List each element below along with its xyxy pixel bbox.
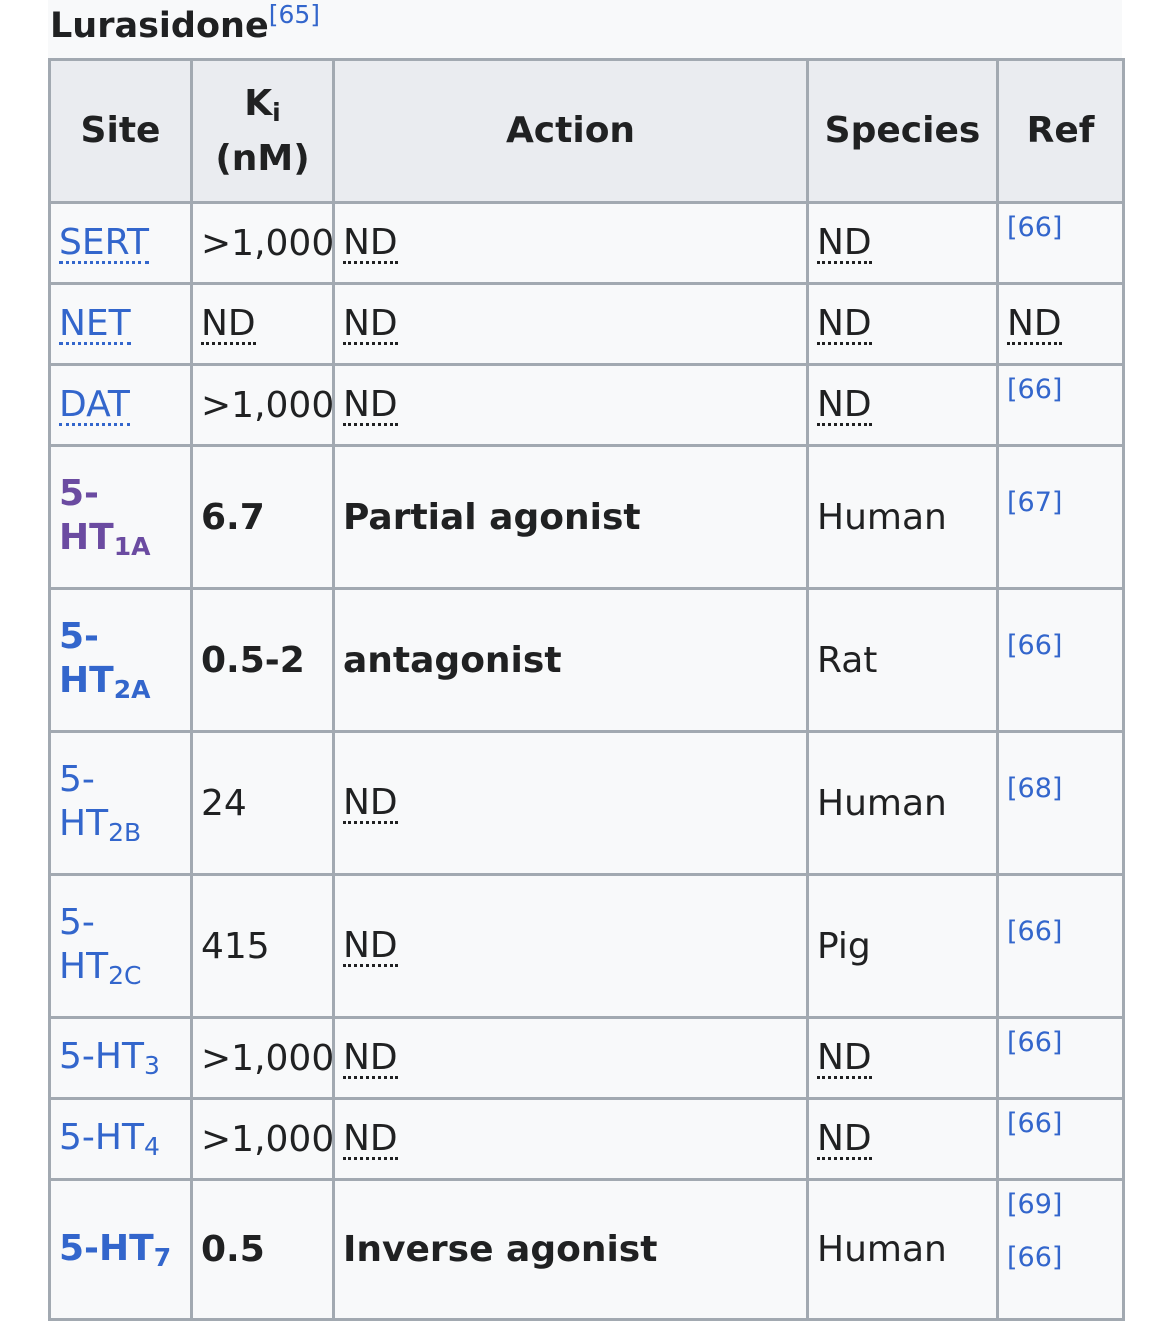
action-nd: ND	[343, 302, 398, 344]
cell-species: Human	[808, 1180, 998, 1320]
header-species: Species	[808, 60, 998, 203]
species-nd: ND	[817, 302, 872, 344]
ref-nd: ND	[1007, 302, 1062, 344]
table-row	[50, 732, 1124, 875]
cell-species	[808, 1099, 998, 1180]
site-part: HT	[59, 516, 114, 558]
header-site: Site	[50, 60, 192, 203]
cell-ref	[998, 365, 1124, 446]
header-ref: Ref	[998, 60, 1124, 203]
cell-ref	[998, 589, 1124, 732]
site-subscript: 2A	[113, 674, 151, 704]
cell-site	[50, 284, 192, 365]
cell-ki: 0.5-2	[192, 589, 334, 732]
ref-link[interactable]: [69]	[1007, 1189, 1063, 1220]
cell-ref	[998, 284, 1124, 365]
table-row	[50, 365, 1124, 446]
ki-value: >1,000	[201, 1118, 335, 1160]
cell-site	[50, 589, 192, 732]
cell-site	[50, 365, 192, 446]
cell-ki	[192, 203, 334, 284]
action-nd: ND	[343, 781, 398, 823]
table-row	[50, 284, 1124, 365]
site-link-5ht2a[interactable]	[59, 616, 151, 704]
site-link-5ht2c[interactable]	[59, 902, 142, 990]
site-subscript: 1A	[113, 531, 151, 561]
site-part: 5-HT	[59, 1036, 144, 1077]
site-part: 5-	[59, 616, 99, 658]
table-caption	[50, 0, 321, 46]
cell-site	[50, 203, 192, 284]
cell-ki	[192, 365, 334, 446]
site-link-5ht2b[interactable]	[59, 759, 142, 847]
cell-site	[50, 732, 192, 875]
species-nd: ND	[817, 1036, 872, 1078]
cell-action	[334, 284, 808, 365]
table-row	[50, 1180, 1124, 1320]
species-nd: ND	[817, 383, 872, 425]
ref-link[interactable]: [66]	[1007, 212, 1063, 243]
cell-site	[50, 1180, 192, 1320]
cell-ref	[998, 875, 1124, 1018]
site-part: HT	[59, 802, 109, 844]
cell-action	[334, 1099, 808, 1180]
ref-link[interactable]: [66]	[1007, 374, 1063, 405]
cell-site	[50, 1099, 192, 1180]
header-action: Action	[334, 60, 808, 203]
cell-site	[50, 875, 192, 1018]
site-subscript: 3	[143, 1051, 160, 1080]
cell-action	[334, 365, 808, 446]
header-row	[50, 60, 1124, 203]
site-subscript: 7	[153, 1242, 172, 1272]
action-nd: ND	[343, 1117, 398, 1159]
cell-ki: 0.5	[192, 1180, 334, 1320]
site-part: 5-HT	[59, 1227, 154, 1269]
cell-ki: 6.7	[192, 446, 334, 589]
ki-value: >1,000	[201, 222, 335, 264]
cell-ki	[192, 284, 334, 365]
ref-link[interactable]: [66]	[1007, 1108, 1063, 1139]
cell-ref	[998, 1018, 1124, 1099]
cell-ref	[998, 1180, 1124, 1320]
cell-species	[808, 203, 998, 284]
header-ki-unit: (nM)	[215, 137, 310, 179]
ref-link[interactable]: [67]	[1007, 487, 1063, 518]
table-row	[50, 875, 1124, 1018]
site-subscript: 2B	[108, 817, 142, 847]
ki-value: >1,000	[201, 384, 335, 426]
site-link-5ht7[interactable]	[59, 1227, 172, 1272]
caption-title: Lurasidone	[50, 6, 269, 46]
cell-species: Human	[808, 732, 998, 875]
cell-species	[808, 365, 998, 446]
site-part: 5-HT	[59, 1117, 144, 1158]
action-nd: ND	[343, 221, 398, 263]
cell-species	[808, 284, 998, 365]
ref-link[interactable]: [66]	[1007, 1027, 1063, 1058]
cell-site	[50, 1018, 192, 1099]
cell-species	[808, 1018, 998, 1099]
site-link-5ht3[interactable]	[59, 1036, 160, 1080]
caption-ref-link[interactable]: [65]	[268, 0, 321, 29]
cell-action	[334, 1018, 808, 1099]
cell-action: Inverse agonist	[334, 1180, 808, 1320]
site-subscript: 2C	[108, 960, 142, 990]
header-ki-main: K	[244, 82, 273, 124]
site-part: 5-	[59, 473, 99, 515]
table-row	[50, 203, 1124, 284]
cell-ki	[192, 1099, 334, 1180]
table-row	[50, 589, 1124, 732]
ki-value: >1,000	[201, 1037, 335, 1079]
table-row	[50, 1099, 1124, 1180]
cell-action	[334, 203, 808, 284]
header-ki-sub: i	[272, 97, 281, 127]
action-nd: ND	[343, 383, 398, 425]
cell-action: Partial agonist	[334, 446, 808, 589]
cell-ki: 24	[192, 732, 334, 875]
action-nd: ND	[343, 1036, 398, 1078]
cell-ref	[998, 1099, 1124, 1180]
ref-link[interactable]: [66]	[1007, 1242, 1063, 1273]
table-row	[50, 446, 1124, 589]
cell-action	[334, 875, 808, 1018]
table-row	[50, 1018, 1124, 1099]
binding-affinity-table	[48, 58, 1125, 1321]
site-subscript: 4	[143, 1132, 160, 1161]
species-nd: ND	[817, 1117, 872, 1159]
cell-ref	[998, 446, 1124, 589]
cell-ref	[998, 732, 1124, 875]
action-nd: ND	[343, 924, 398, 966]
site-link-5ht4[interactable]	[59, 1117, 160, 1161]
header-ki	[192, 60, 334, 203]
cell-species: Human	[808, 446, 998, 589]
ref-link[interactable]: [66]	[1007, 916, 1063, 947]
site-part: 5-	[59, 759, 95, 801]
species-nd: ND	[817, 221, 872, 263]
cell-ki: 415	[192, 875, 334, 1018]
cell-action	[334, 732, 808, 875]
cell-ki	[192, 1018, 334, 1099]
site-part: 5-	[59, 902, 95, 944]
site-part: HT	[59, 659, 114, 701]
site-link-sert[interactable]: SERT	[59, 221, 149, 263]
cell-action: antagonist	[334, 589, 808, 732]
cell-ref	[998, 203, 1124, 284]
ki-nd: ND	[201, 302, 256, 344]
cell-species: Rat	[808, 589, 998, 732]
cell-species: Pig	[808, 875, 998, 1018]
site-link-5ht1a[interactable]	[59, 473, 151, 561]
cell-site	[50, 446, 192, 589]
ref-link[interactable]: [68]	[1007, 773, 1063, 804]
site-link-dat[interactable]: DAT	[59, 383, 130, 425]
ref-link[interactable]: [66]	[1007, 630, 1063, 661]
site-link-net[interactable]: NET	[59, 302, 131, 344]
site-part: HT	[59, 945, 109, 987]
